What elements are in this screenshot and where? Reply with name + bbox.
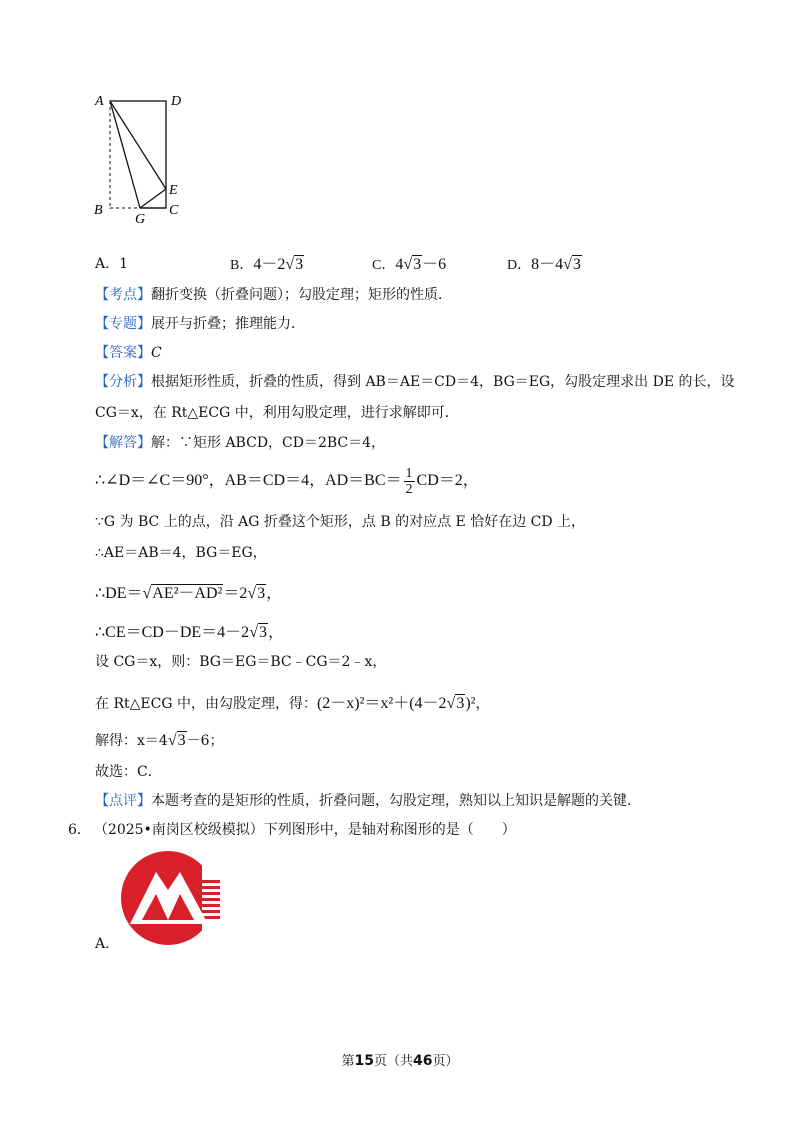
label-d: D [171,94,182,109]
jieda-line-3: ∵G 为 BC 上的点，沿 AG 折叠这个矩形，点 B 的对应点 E 恰好在边 CD 上， [95,514,586,530]
label-e: E [169,183,178,198]
rectangle-adcd-side [110,101,166,208]
label-c: C [169,203,179,218]
segment-ag [110,101,140,208]
jieda-line-9: 解得：x＝4√3－6； [95,732,224,749]
dianping-tag: 【点评】 [95,793,151,809]
zhuanti-line: 【专题】展开与折叠；推理能力． [95,316,305,332]
option-d: D．8－4√3 [507,256,581,273]
daan-line: 【答案】C [95,345,162,361]
zhuanti-tag: 【专题】 [95,316,151,332]
current-page: 15 [354,1053,374,1069]
jieda-line-7: 设 CG＝x，则：BG＝EG＝BC﹣CG＝2﹣x， [95,654,387,670]
question-number: 6． [68,822,91,838]
option-b: B．4－2√3 [230,256,304,273]
daan-tag: 【答案】 [95,345,151,361]
kaodian-tag: 【考点】 [95,287,151,303]
label-g: G [135,212,146,227]
jieda-tag: 【解答】 [95,435,151,451]
fenxi-line-1: 【分析】根据矩形性质，折叠的性质，得到 AB＝AE＝CD＝4，BG＝EG，勾股定理求出 DE 的长，设 [95,374,735,390]
question-6 [68,819,516,839]
fenxi-line-2: CG＝x，在 Rt△ECG 中，利用勾股定理，进行求解即可． [95,405,459,421]
option-a-label-q6: A． [95,936,120,952]
page-footer: 第15页（共46页） [341,1053,459,1069]
jieda-line-8: 在 Rt△ECG 中，由勾股定理，得：(2－x)²＝x²＋(4－2√3)²， [95,695,490,712]
dianping-line: 【点评】本题考查的是矩形的性质，折叠问题，勾股定理，熟知以上知识是解题的关键． [95,793,641,809]
jieda-line-4: ∴AE＝AB＝4，BG＝EG， [95,545,267,561]
bank-logo-image [118,850,220,946]
option-c: C．4√3－6 [372,256,447,273]
question-text: （2025•南岗区校级模拟）下列图形中，是轴对称图形的是（ ） [100,822,516,838]
geometry-figure [90,90,200,230]
total-pages: 46 [413,1053,433,1069]
jieda-line-5: ∴DE＝√AE²－AD²＝2√3， [95,585,283,602]
kaodian-line: 【考点】翻折变换（折叠问题）；勾股定理；矩形的性质． [95,287,452,303]
segment-ae [110,101,166,189]
fenxi-tag: 【分析】 [95,374,151,390]
jieda-line-1: 【解答】解：∵矩形 ABCD，CD＝2BC＝4， [95,435,386,451]
jieda-line-2: ∴∠D＝∠C＝90°，AB＝CD＝4，AD＝BC＝ $\frac{1}{2}$ CD＝2， [95,466,479,497]
jieda-line-6: ∴CE＝CD－DE＝4－2√3， [95,624,284,641]
option-a: A．1 [95,256,129,272]
segment-ge [140,189,166,208]
label-b: B [94,203,103,218]
label-a: A [95,94,104,109]
jieda-line-10: 故选：C． [95,764,162,780]
